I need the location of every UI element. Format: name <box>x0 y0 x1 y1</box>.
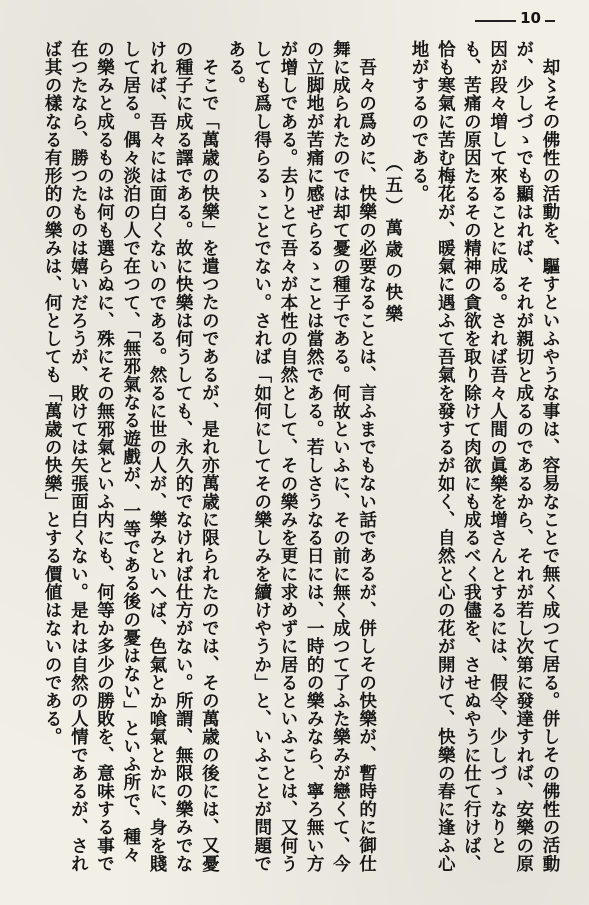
paragraph-1: 吾々の爲めに、快樂の必要なることは、言ふまでもない話であるが、併しその快樂が、暫時的に御仕舞に成られたのでは却て憂の種子である。何故といふに、その前に無く成つて了ふた樂みが戀くて、今の立脚地が苦痛に感ぜらるゝことは當然である。若しさうなる日には、一時的の樂みなら、寧ろ無い方が增しである。去りとて吾々が本性の自然として、その樂みを更に求めずに居るといふことは、又何うしても爲し得らるゝことでない。されば「如何にしてその樂しみを續けやうか」と、いふことが問題である。 <box>225 40 377 873</box>
paragraph-intro: 却〻その佛性の活動を、驅すといふやうな事は、容易なことで無く成つて居る。併しその佛性の活動が、少しづゝでも顯はれば、それが親切と成るのであるから、それが若し次第に發達すれば、安樂の原因が段々増して來ることに成る。されば吾々人間の眞樂を增さんとするには、假令、少しづゝなりとも、苦痛の原因たるその精神の貪欲を取り除けて肉欲にも成るべく我儘を、させぬやうに仕て行けば、恰も寒氣に苦む梅花が、暖氣に遇ふて吾氣を發するが如く、自然と心の花が開けて、快樂の春に逢ふ心地がするのである。 <box>408 40 560 873</box>
page-number: 10 <box>516 8 545 28</box>
section-heading: （五）萬歳の快樂 <box>382 153 403 326</box>
vertical-text-body <box>23 40 563 880</box>
paragraph-2: そこで「萬歳の快樂」を遣つたのであるが、是れ亦萬歳に限られたのでは、その萬歳の後には、又憂の種子に成る譯である。故に快樂は何うしても、永久的でなければ仕方がない。所謂、無限の樂みでなければ、吾々には面白くないのである。然るに世の人が、樂みといへば、色氣とか喰氣とかに、身を賤して居る。偶々淡泊の人で在つて、「無邪氣なる遊戲が、一等である後の憂はない」といふ所で、種々の樂みと成るものは何も選らぬに、殊にその無邪氣といふ内にも、何等か多少の勝敗を、意味する事で在つたなら、勝つたものは嬉いだろうが、敗けては矢張面白くない。是れは自然の人情であるが、されば其の樣なる有形的の樂みは、何としても「萬歳の快樂」とする價値はないのである。 <box>42 40 220 873</box>
